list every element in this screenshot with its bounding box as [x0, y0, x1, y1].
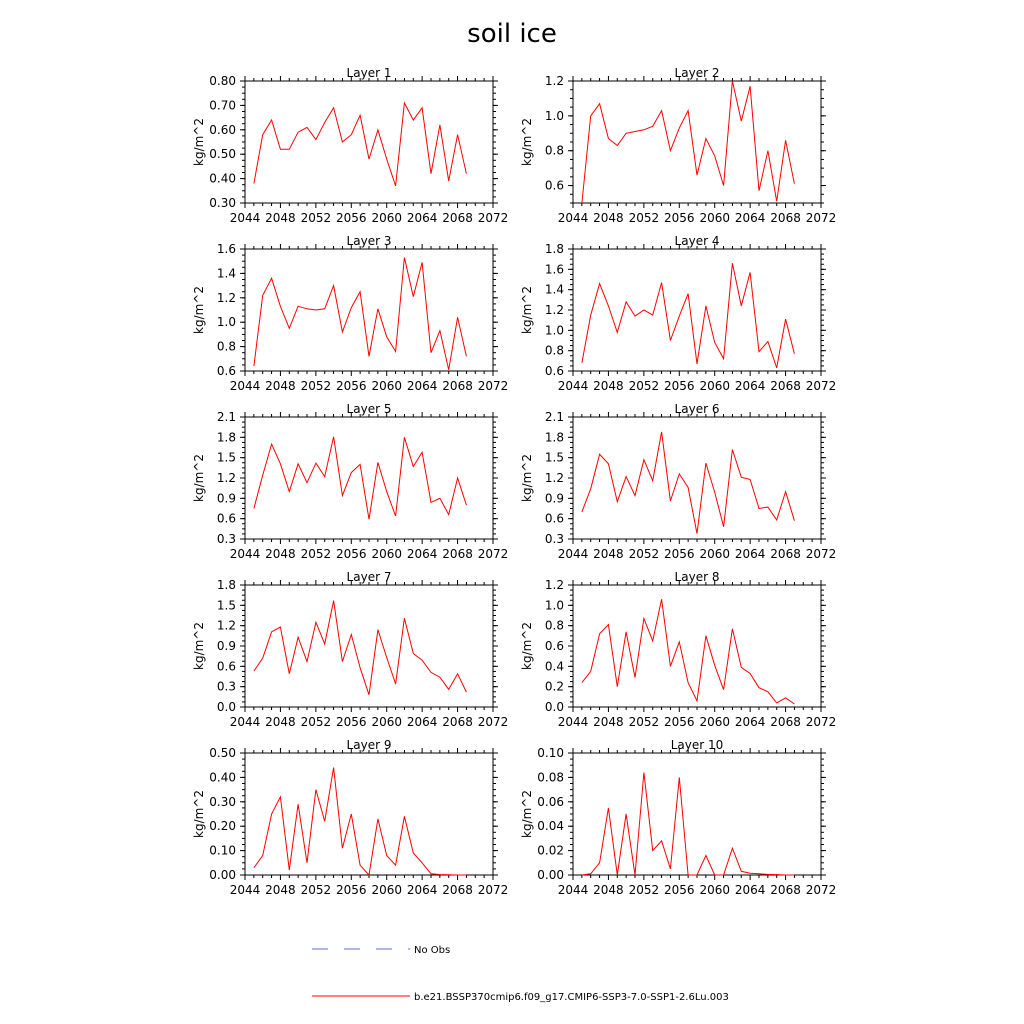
panel-6-series-line: [582, 432, 795, 534]
panel-7-xtick-label: 2052: [300, 715, 332, 729]
panel-1-xtick-label: 2060: [371, 211, 402, 225]
panel-10-ytick-label: 0.02: [537, 843, 564, 858]
panel-10-xtick-label: 2072: [805, 883, 837, 897]
panel-8-xtick-label: 2056: [664, 715, 695, 729]
panel-7-ylabel: kg/m^2: [192, 622, 206, 670]
panel-8-xtick-label: 2072: [805, 715, 837, 729]
panel-5-ytick-label: 2.1: [216, 410, 236, 424]
panel-2-xtick-label: 2064: [734, 211, 766, 225]
panel-10-xtick-label: 2064: [734, 883, 766, 897]
panel-9-series-line: [254, 768, 467, 875]
panel-9-ytick-label: 0.10: [209, 843, 236, 858]
legend-label-model: b.e21.BSSP370cmip6.f09_g17.CMIP6-SSP3-7.0-SSP1-2.6Lu.003: [414, 992, 729, 1003]
panel-5-xtick-label: 2060: [371, 547, 402, 561]
panel-5-ytick-label: 0.3: [216, 532, 236, 546]
panel-3-title: Layer 3: [346, 234, 392, 248]
panel-9-xtick-label: 2068: [442, 883, 473, 897]
panel-4-ytick-label: 1.4: [544, 282, 564, 297]
panel-3-ytick-label: 1.6: [216, 242, 236, 256]
panel-3-ytick-label: 1.0: [216, 315, 236, 330]
panel-4-xtick-label: 2068: [770, 379, 801, 393]
panel-2-title: Layer 2: [674, 66, 720, 80]
panel-1-xtick-label: 2068: [442, 211, 473, 225]
panel-3-xtick-label: 2064: [406, 379, 438, 393]
panel-1-title: Layer 1: [346, 66, 392, 80]
panel-3: [192, 234, 508, 393]
panel-1-ylabel: kg/m^2: [192, 118, 206, 166]
panel-3-ytick-label: 1.2: [216, 290, 236, 305]
panel-8-ytick-label: 0.2: [544, 679, 564, 694]
panel-4-ytick-label: 1.6: [544, 262, 564, 277]
panel-2-xtick-label: 2068: [770, 211, 801, 225]
panel-9-xtick-label: 2056: [336, 883, 367, 897]
panel-1-series-line: [254, 103, 467, 186]
panel-7-xtick-label: 2060: [371, 715, 402, 729]
panel-6-ytick-label: 1.8: [544, 430, 564, 445]
panel-2-xtick-label: 2044: [557, 211, 589, 225]
panel-9-xtick-label: 2060: [371, 883, 402, 897]
panel-2-xtick-label: 2052: [628, 211, 660, 225]
panel-8-ytick-label: 0.8: [544, 618, 564, 633]
panel-3-xtick-label: 2056: [336, 379, 367, 393]
panel-5-xtick-label: 2052: [300, 547, 332, 561]
panel-10-series-line: [582, 773, 795, 876]
panel-8-xtick-label: 2044: [557, 715, 589, 729]
panel-9-ytick-label: 0.20: [209, 819, 236, 834]
panel-6-ytick-label: 2.1: [544, 410, 564, 424]
panel-7-ytick-label: 0.9: [216, 639, 236, 653]
panel-2-ytick-label: 0.6: [544, 178, 564, 193]
panel-4-series-line: [582, 263, 795, 368]
panel-7-ytick-label: 1.8: [216, 578, 236, 592]
panel-8-xtick-label: 2052: [628, 715, 660, 729]
panel-6-ytick-label: 0.6: [544, 511, 564, 526]
panel-3-ylabel: kg/m^2: [192, 286, 206, 334]
panel-5-ylabel: kg/m^2: [192, 454, 206, 502]
panel-6-title: Layer 6: [674, 402, 720, 416]
panel-5-ytick-label: 0.6: [216, 511, 236, 526]
panel-6-ytick-label: 0.3: [544, 532, 564, 546]
panel-1-ytick-label: 0.60: [209, 122, 236, 137]
panel-7-frame: [245, 585, 493, 707]
panel-7-ytick-label: 0.6: [216, 659, 236, 674]
panel-10-ylabel: kg/m^2: [520, 790, 534, 838]
panel-4-xtick-label: 2064: [734, 379, 766, 393]
panel-4-ytick-label: 0.8: [544, 343, 564, 358]
panel-4-xtick-label: 2044: [557, 379, 589, 393]
panel-10-xtick-label: 2048: [593, 883, 624, 897]
panel-5-ytick-label: 1.8: [216, 430, 236, 445]
panel-1-ytick-label: 0.70: [209, 98, 236, 113]
panel-4-xtick-label: 2072: [805, 379, 837, 393]
panel-10-ytick-label: 0.06: [537, 794, 564, 809]
panel-2-ytick-label: 1.2: [544, 74, 564, 88]
panel-10-xtick-label: 2068: [770, 883, 801, 897]
panel-9-ylabel: kg/m^2: [192, 790, 206, 838]
panel-1-xtick-label: 2048: [265, 211, 296, 225]
panel-8-xtick-label: 2064: [734, 715, 766, 729]
panel-10-xtick-label: 2060: [699, 883, 730, 897]
panel-2-xtick-label: 2060: [699, 211, 730, 225]
panel-1-xtick-label: 2072: [477, 211, 509, 225]
panel-4: [520, 234, 836, 393]
panel-6-ytick-label: 1.2: [544, 471, 564, 485]
panel-1-ytick-label: 0.40: [209, 171, 236, 186]
panel-9-xtick-label: 2048: [265, 883, 296, 897]
panel-10-xtick-label: 2052: [628, 883, 660, 897]
panel-6-xtick-label: 2048: [593, 547, 624, 561]
panel-4-xtick-label: 2048: [593, 379, 624, 393]
panel-3-ytick-label: 0.8: [216, 339, 236, 354]
panel-6-ytick-label: 1.5: [544, 450, 564, 465]
panel-2-ytick-label: 1.0: [544, 108, 564, 123]
panel-7-ytick-label: 1.5: [216, 598, 236, 613]
panel-10-xtick-label: 2056: [664, 883, 695, 897]
panel-5-xtick-label: 2048: [265, 547, 296, 561]
panel-9-title: Layer 9: [346, 738, 392, 752]
panel-9-ytick-label: 0.40: [209, 770, 236, 785]
panel-2-series-line: [582, 81, 795, 203]
panel-7-xtick-label: 2056: [336, 715, 367, 729]
panel-9-ytick-label: 0.00: [209, 868, 236, 882]
panel-1-ytick-label: 0.30: [209, 196, 236, 210]
panel-8-ytick-label: 1.2: [544, 578, 564, 592]
panel-10-xtick-label: 2044: [557, 883, 589, 897]
panel-6-xtick-label: 2060: [699, 547, 730, 561]
panel-8-ytick-label: 0.0: [544, 700, 564, 714]
panel-8-ytick-label: 0.4: [544, 659, 564, 674]
panel-6-xtick-label: 2052: [628, 547, 660, 561]
panel-10-ytick-label: 0.04: [537, 819, 564, 834]
panel-3-xtick-label: 2044: [229, 379, 261, 393]
panel-6-xtick-label: 2068: [770, 547, 801, 561]
panel-5-xtick-label: 2064: [406, 547, 438, 561]
panel-1-xtick-label: 2052: [300, 211, 332, 225]
panel-1-ytick-label: 0.50: [209, 147, 236, 162]
panel-10-ytick-label: 0.08: [537, 770, 564, 785]
panel-8-frame: [573, 585, 821, 707]
panel-6-xtick-label: 2044: [557, 547, 589, 561]
panel-7-ytick-label: 0.0: [216, 700, 236, 714]
panel-7-xtick-label: 2072: [477, 715, 509, 729]
panel-2-ytick-label: 0.8: [544, 143, 564, 158]
panel-10-ytick-label: 0.00: [537, 868, 564, 882]
panel-10-title: Layer 10: [670, 738, 724, 752]
panel-4-ytick-label: 1.0: [544, 323, 564, 338]
panel-6-ylabel: kg/m^2: [520, 454, 534, 502]
panel-9-ytick-label: 0.50: [209, 746, 236, 760]
panel-7-ytick-label: 0.3: [216, 679, 236, 694]
panel-4-title: Layer 4: [674, 234, 720, 248]
panel-3-xtick-label: 2052: [300, 379, 332, 393]
panel-5-xtick-label: 2044: [229, 547, 261, 561]
panel-6-xtick-label: 2064: [734, 547, 766, 561]
panel-8: [520, 570, 836, 729]
panel-3-ytick-label: 1.4: [216, 266, 236, 281]
panel-5-xtick-label: 2068: [442, 547, 473, 561]
panel-3-series-line: [254, 258, 467, 370]
panel-6-ytick-label: 0.9: [544, 491, 564, 506]
panel-8-ytick-label: 0.6: [544, 639, 564, 653]
panel-8-ylabel: kg/m^2: [520, 622, 534, 670]
panel-9-ytick-label: 0.30: [209, 794, 236, 809]
panel-7-xtick-label: 2048: [265, 715, 296, 729]
legend: [312, 945, 729, 1003]
panel-2-frame: [573, 81, 821, 203]
panel-8-title: Layer 8: [674, 570, 720, 584]
panel-4-ytick-label: 1.8: [544, 242, 564, 256]
panel-5-xtick-label: 2056: [336, 547, 367, 561]
page-title: soil ice: [467, 19, 557, 49]
panel-4-ylabel: kg/m^2: [520, 286, 534, 334]
panel-4-ytick-label: 0.6: [544, 364, 564, 378]
panel-6-xtick-label: 2056: [664, 547, 695, 561]
panel-5: [192, 402, 508, 561]
panel-4-ytick-label: 1.2: [544, 303, 564, 317]
panel-8-xtick-label: 2068: [770, 715, 801, 729]
panel-5-ytick-label: 1.5: [216, 450, 236, 465]
panel-10-frame: [573, 753, 821, 875]
panel-7-xtick-label: 2068: [442, 715, 473, 729]
panel-7-xtick-label: 2044: [229, 715, 261, 729]
panel-9-xtick-label: 2064: [406, 883, 438, 897]
panel-8-series-line: [582, 599, 795, 704]
panel-5-title: Layer 5: [346, 402, 392, 416]
panel-5-series-line: [254, 437, 467, 520]
panel-7-xtick-label: 2064: [406, 715, 438, 729]
panel-6: [520, 402, 836, 561]
panel-1: [192, 66, 508, 225]
panel-2-ylabel: kg/m^2: [520, 118, 534, 166]
panel-3-ytick-label: 0.6: [216, 364, 236, 378]
panel-7-series-line: [254, 601, 467, 695]
panel-4-xtick-label: 2056: [664, 379, 695, 393]
panel-3-xtick-label: 2048: [265, 379, 296, 393]
panel-3-xtick-label: 2068: [442, 379, 473, 393]
panel-1-ytick-label: 0.80: [209, 74, 236, 88]
panel-2: [520, 66, 836, 225]
panel-9-xtick-label: 2044: [229, 883, 261, 897]
panel-4-xtick-label: 2060: [699, 379, 730, 393]
panel-3-xtick-label: 2060: [371, 379, 402, 393]
panel-9-xtick-label: 2052: [300, 883, 332, 897]
panel-4-xtick-label: 2052: [628, 379, 660, 393]
panel-2-xtick-label: 2072: [805, 211, 837, 225]
panel-8-xtick-label: 2060: [699, 715, 730, 729]
panel-7: [192, 570, 508, 729]
panels: [192, 66, 836, 897]
panel-10-ytick-label: 0.10: [537, 746, 564, 760]
panel-6-xtick-label: 2072: [805, 547, 837, 561]
panel-9-xtick-label: 2072: [477, 883, 509, 897]
panel-10: [520, 738, 836, 897]
legend-label-no-obs: No Obs: [414, 945, 451, 956]
panel-7-ytick-label: 1.2: [216, 618, 236, 633]
panel-5-ytick-label: 0.9: [216, 491, 236, 506]
panel-2-xtick-label: 2056: [664, 211, 695, 225]
panel-5-xtick-label: 2072: [477, 547, 509, 561]
panel-6-frame: [573, 417, 821, 539]
panel-3-xtick-label: 2072: [477, 379, 509, 393]
panel-8-ytick-label: 1.0: [544, 598, 564, 613]
panel-1-xtick-label: 2056: [336, 211, 367, 225]
panel-9: [192, 738, 508, 897]
panel-2-xtick-label: 2048: [593, 211, 624, 225]
panel-1-xtick-label: 2044: [229, 211, 261, 225]
panel-7-title: Layer 7: [346, 570, 392, 584]
panel-1-xtick-label: 2064: [406, 211, 438, 225]
panel-8-xtick-label: 2048: [593, 715, 624, 729]
panel-5-frame: [245, 417, 493, 539]
panel-5-ytick-label: 1.2: [216, 471, 236, 485]
